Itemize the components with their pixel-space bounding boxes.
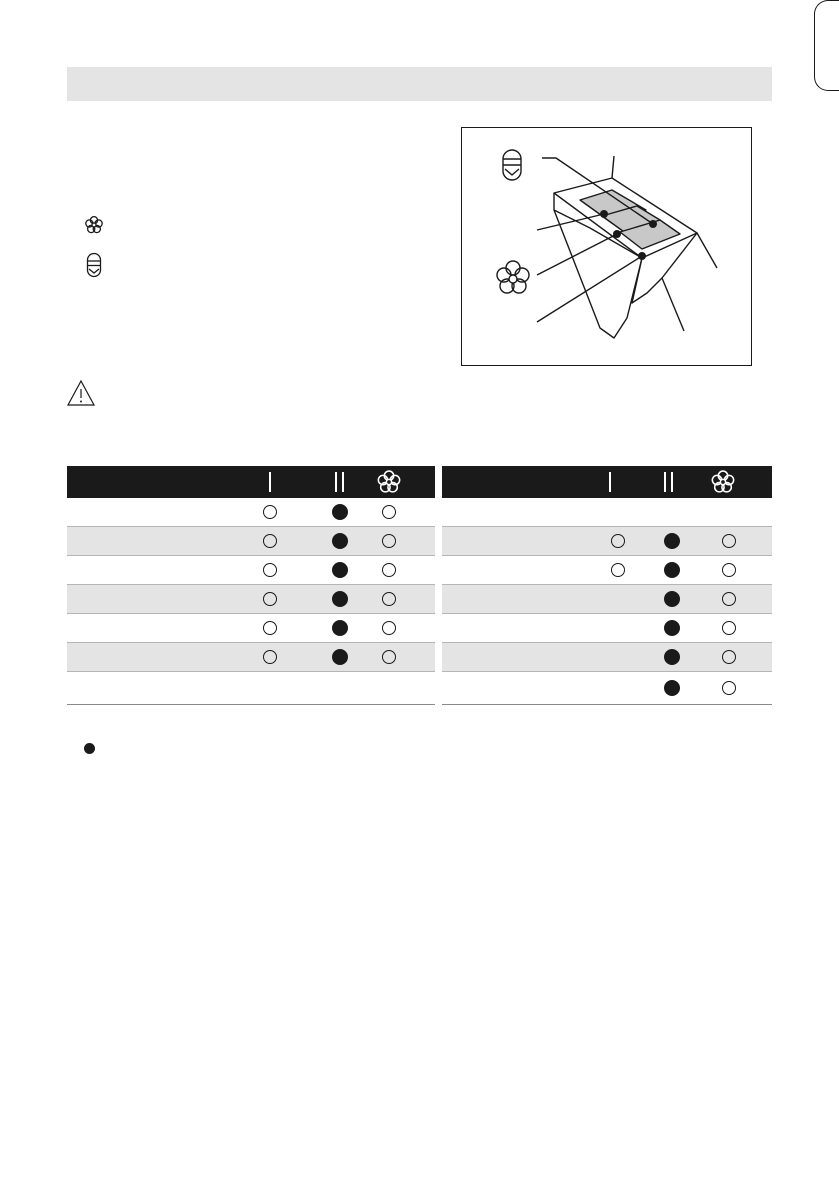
open-circle-icon [263,534,277,548]
filled-dot-icon [664,562,680,578]
compartment-II-icon [333,466,347,498]
filled-dot-icon [332,504,348,520]
filled-dot-icon [332,620,348,636]
table-row [67,585,435,614]
filled-dot-icon [664,680,680,696]
table-row [67,498,435,527]
open-circle-icon [263,650,277,664]
table-row [442,614,772,643]
open-circle-icon [722,681,736,695]
open-circle-icon [722,650,736,664]
flower-icon [84,215,104,235]
detergent-dispenser-icon [86,252,102,278]
flower-icon [374,466,404,498]
page-edge-tab [814,0,839,91]
open-circle-icon [382,592,396,606]
open-circle-icon [263,592,277,606]
table-row [442,527,772,556]
compartment-table-left [67,466,435,705]
open-circle-icon [382,650,396,664]
open-circle-icon [722,563,736,577]
table-row [67,672,435,705]
open-circle-icon [611,563,625,577]
open-circle-icon [722,534,736,548]
compartment-table-right [442,466,772,705]
table-row [442,498,772,527]
open-circle-icon [263,505,277,519]
table-row [442,643,772,672]
open-circle-icon [263,563,277,577]
open-circle-icon [382,505,396,519]
section-title-bar [67,67,772,101]
filled-dot-icon [664,533,680,549]
open-circle-icon [722,621,736,635]
filled-dot-icon [332,591,348,607]
open-circle-icon [382,563,396,577]
table-row [67,556,435,585]
table-row [67,527,435,556]
table-row [442,672,772,705]
filled-dot-icon [664,591,680,607]
open-circle-icon [722,592,736,606]
flower-icon [708,466,738,498]
open-circle-icon [611,534,625,548]
table-row [67,614,435,643]
table-row [442,585,772,614]
filled-dot-icon [664,649,680,665]
table-row [67,643,435,672]
table-row [442,556,772,585]
detergent-dispenser-icon [503,150,521,180]
compartment-I-icon [603,466,617,498]
dispenser-drawer-figure [461,127,752,366]
open-circle-icon [382,621,396,635]
open-circle-icon [382,534,396,548]
compartment-I-icon [263,466,277,498]
filled-dot-icon [332,533,348,549]
filled-dot-icon [332,649,348,665]
table-header [67,466,435,498]
flower-icon [497,261,529,293]
filled-dot-icon [664,620,680,636]
filled-dot-icon [84,743,95,754]
open-circle-icon [263,621,277,635]
compartment-II-icon [662,466,676,498]
filled-dot-icon [332,562,348,578]
table-header [442,466,772,498]
warning-triangle-icon [66,379,96,407]
